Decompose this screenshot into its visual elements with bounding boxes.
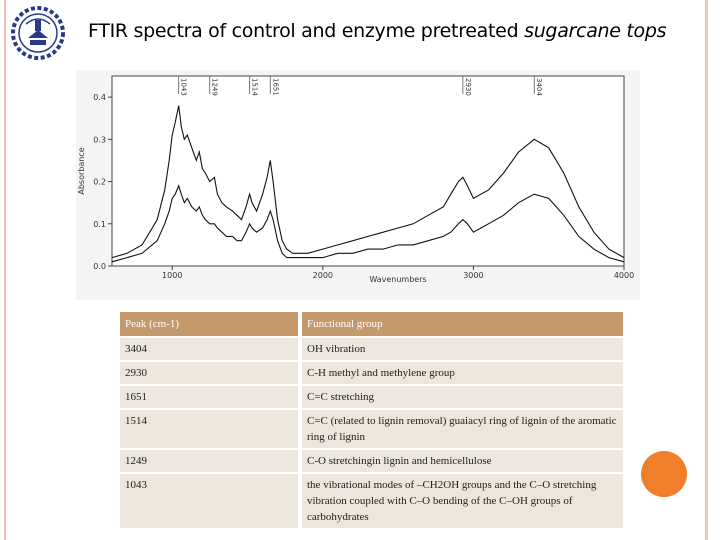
- table-cell-peak: 1249: [120, 449, 300, 473]
- peak-marker-label: 1514: [250, 78, 259, 96]
- left-frame-line: [4, 0, 6, 540]
- table-cell-group: OH vibration: [300, 337, 623, 361]
- table-cell-group: the vibrational modes of –CH2OH groups and the C–O stretching vibration coupled with C–O bending of the C–OH groups of carbohydrates: [300, 473, 623, 529]
- slide-title: [88, 20, 666, 42]
- y-tick-label: 0.2: [93, 177, 106, 187]
- table-cell-group: C=C stretching: [300, 385, 623, 409]
- peak-marker-label: 1043: [179, 78, 188, 96]
- institute-logo: [6, 4, 74, 62]
- table-cell-group: C-O stretchingin lignin and hemicellulose: [300, 449, 623, 473]
- title-italic: sugarcane tops: [524, 20, 667, 42]
- peak-marker-label: 1651: [271, 78, 280, 96]
- table-row: [120, 449, 623, 473]
- y-tick-label: 0.1: [93, 219, 106, 229]
- table-cell-peak: 1514: [120, 409, 300, 449]
- x-tick-label: 3000: [463, 271, 484, 280]
- table-row: [120, 337, 623, 361]
- table-row: [120, 473, 623, 529]
- ftir-spectra-chart: [76, 70, 640, 300]
- table-cell-peak: 1651: [120, 385, 300, 409]
- peak-marker-label: 2930: [463, 78, 472, 96]
- peak-marker-label: 1249: [210, 78, 219, 96]
- y-axis-label: Absorbance: [77, 147, 86, 195]
- decorative-orange-circle: [641, 451, 687, 497]
- table-cell-group: C=C (related to lignin removal) guaiacyl ring of lignin of the aromatic ring of lignin: [300, 409, 623, 449]
- table-header-peak: Peak (cm-1): [120, 312, 300, 337]
- y-tick-label: 0.0: [93, 262, 106, 271]
- table-header-row: [120, 312, 623, 337]
- table-row: [120, 409, 623, 449]
- functional-group-table: [120, 312, 623, 530]
- table-cell-group: C-H methyl and methylene group: [300, 361, 623, 385]
- x-tick-label: 4000: [613, 271, 635, 280]
- y-tick-label: 0.4: [93, 93, 106, 103]
- table-row: [120, 385, 623, 409]
- table-cell-peak: 1043: [120, 473, 300, 529]
- x-tick-label: 1000: [162, 271, 183, 280]
- y-tick-label: 0.3: [93, 135, 106, 145]
- table-row: [120, 361, 623, 385]
- plot-area: [112, 76, 624, 266]
- table-cell-peak: 2930: [120, 361, 300, 385]
- title-main: FTIR spectra of control and enzyme pretreated: [88, 20, 519, 42]
- right-frame-line: [705, 0, 708, 540]
- table-cell-peak: 3404: [120, 337, 300, 361]
- x-axis-label: Wavenumbers: [369, 275, 427, 284]
- x-tick-label: 2000: [312, 271, 334, 280]
- ftir-plot-svg: [76, 70, 640, 300]
- peak-marker-label: 3404: [535, 78, 544, 96]
- table-header-functional-group: Functional group: [300, 312, 623, 337]
